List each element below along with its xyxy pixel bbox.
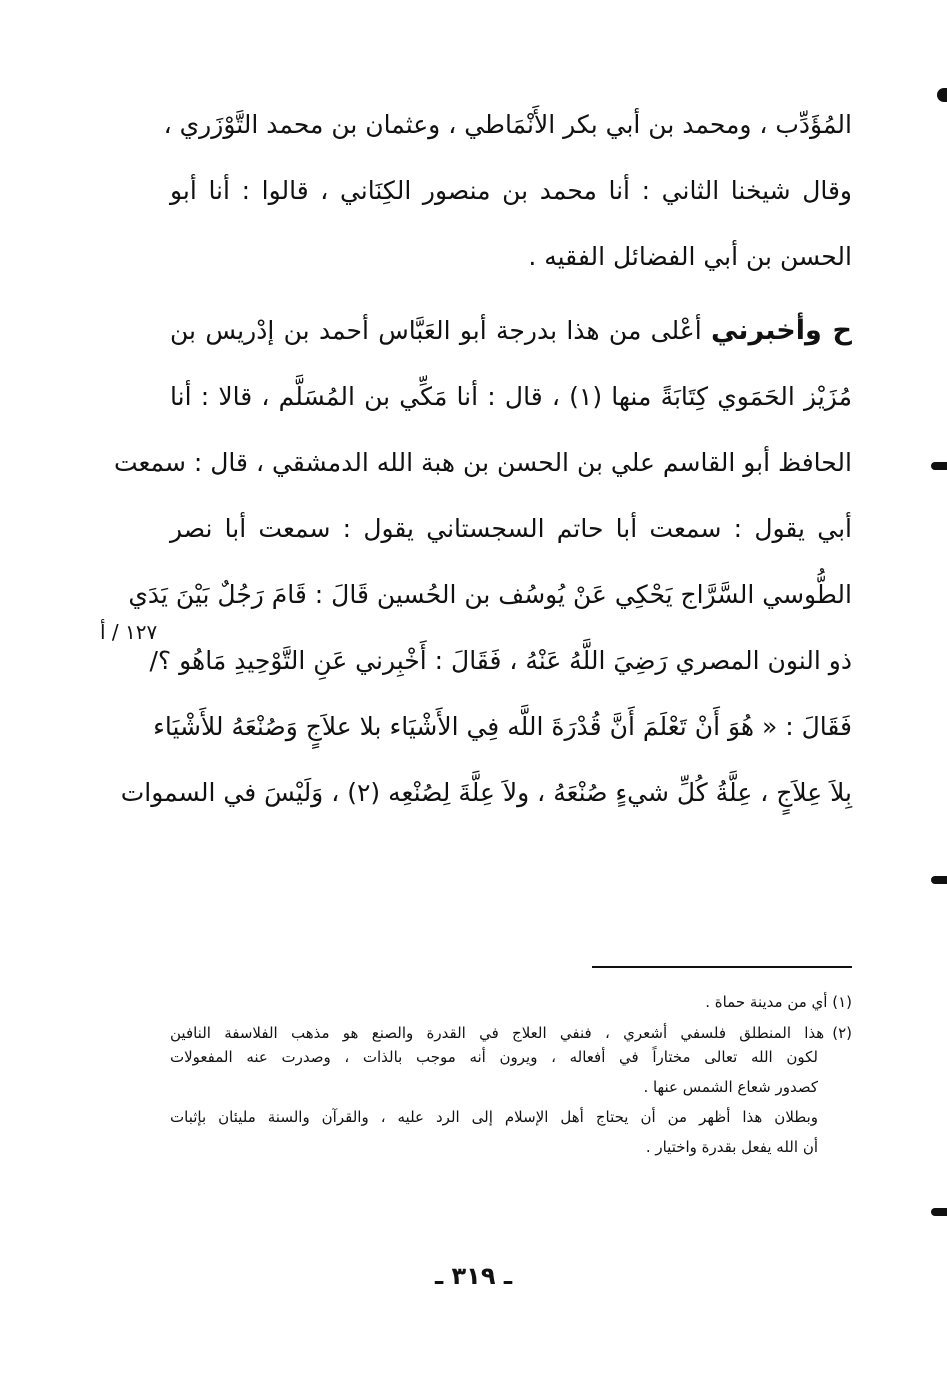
- text-line: ذو النون المصري رَضِيَ اللَّهُ عَنْهُ ، فَقَالَ : أَخْبِرني عَنِ التَّوْحِيدِ مَاهُو ؟/: [149, 646, 852, 675]
- footnote-1: (١) أي من مدينة حماة .: [705, 993, 852, 1011]
- text-line: أبي يقول : سمعت أبا حاتم السجستاني يقول : سمعت أبا نصر: [170, 514, 852, 543]
- text-line: الطُّوسي السَّرَّاج يَحْكِي عَنْ يُوسُف بن الحُسين قَالَ : قَامَ رَجُلٌ بَيْنَ يَدَي: [128, 580, 852, 609]
- footnote-2-first-line: هذا المنطلق فلسفي أشعري ، فنفي العلاج في القدرة والصنع هو مذهب الفلاسفة النافين: [170, 1024, 825, 1042]
- text-line: فَقَالَ : « هُوَ أَنْ تَعْلَمَ أَنَّ قُدْرَةَ اللَّه فِي الأَشْيَاء بلا علاَجٍ وَصُنْعَهُ للأَشْيَاء: [153, 712, 852, 741]
- footnote-gap: [170, 1016, 852, 1024]
- text-line: مُزَيْز الحَمَوي كِتَابَةً منها (١) ، قال : أنا مَكِّي بن المُسَلَّم ، قالا : أنا: [170, 382, 852, 411]
- footnote-2-line: لكون الله تعالى مختاراً في أفعاله ، ويرون أنه موجب بالذات ، وصدرت عنه المفعولات: [170, 1048, 818, 1066]
- scan-edge-mark: [937, 88, 947, 102]
- footnote-2-line: وبطلان هذا أظهر من أن يحتاج أهل الإسلام إلى الرد عليه ، والقرآن والسنة مليئان بإثبات: [170, 1108, 818, 1126]
- scan-edge-mark: [931, 462, 947, 470]
- paragraph-lead: ح وأخبرني: [710, 315, 852, 346]
- manuscript-folio-marker: ١٢٧ / أ: [100, 620, 158, 644]
- footnotes-block: [170, 988, 852, 1162]
- scan-edge-mark: [931, 876, 947, 884]
- paragraph-gap: [170, 290, 852, 298]
- text-line: المُؤَدِّب ، ومحمد بن أبي بكر الأَنْمَاطي ، وعثمان بن محمد التَّوْزَري ،: [163, 110, 852, 139]
- text-line: الحسن بن أبي الفضائل الفقيه .: [528, 242, 852, 271]
- text-line: وقال شيخنا الثاني : أنا محمد بن منصور الكِنَاني ، قالوا : أنا أبو: [170, 176, 852, 205]
- footnote-2-line: كصدور شعاع الشمس عنها .: [643, 1078, 818, 1096]
- scan-edge-mark: [931, 1208, 947, 1216]
- footnote-2-line: أن الله يفعل بقدرة واختيار .: [645, 1138, 818, 1156]
- text-line: بِلاَ عِلاَجٍ ، عِلَّةُ كُلِّ شيءٍ صُنْعَهُ ، ولاَ عِلَّةَ لِصُنْعِه (٢) ، وَلَيْسَ في السموات: [120, 778, 852, 807]
- text-line: الحافظ أبو القاسم علي بن الحسن بن هبة الله الدمشقي ، قال : سمعت: [113, 448, 852, 477]
- page-number: ـ ٣١٩ ـ: [434, 1262, 513, 1290]
- paragraph-first-line-rest: أعْلى من هذا بدرجة أبو العَبَّاس أحمد بن إدْريس بن: [170, 316, 711, 345]
- footnote-separator: [592, 966, 852, 968]
- footnote-2-first-row: [170, 1024, 852, 1042]
- paragraph-first-line: [170, 298, 852, 364]
- footnote-2-number: (٢): [832, 1024, 852, 1042]
